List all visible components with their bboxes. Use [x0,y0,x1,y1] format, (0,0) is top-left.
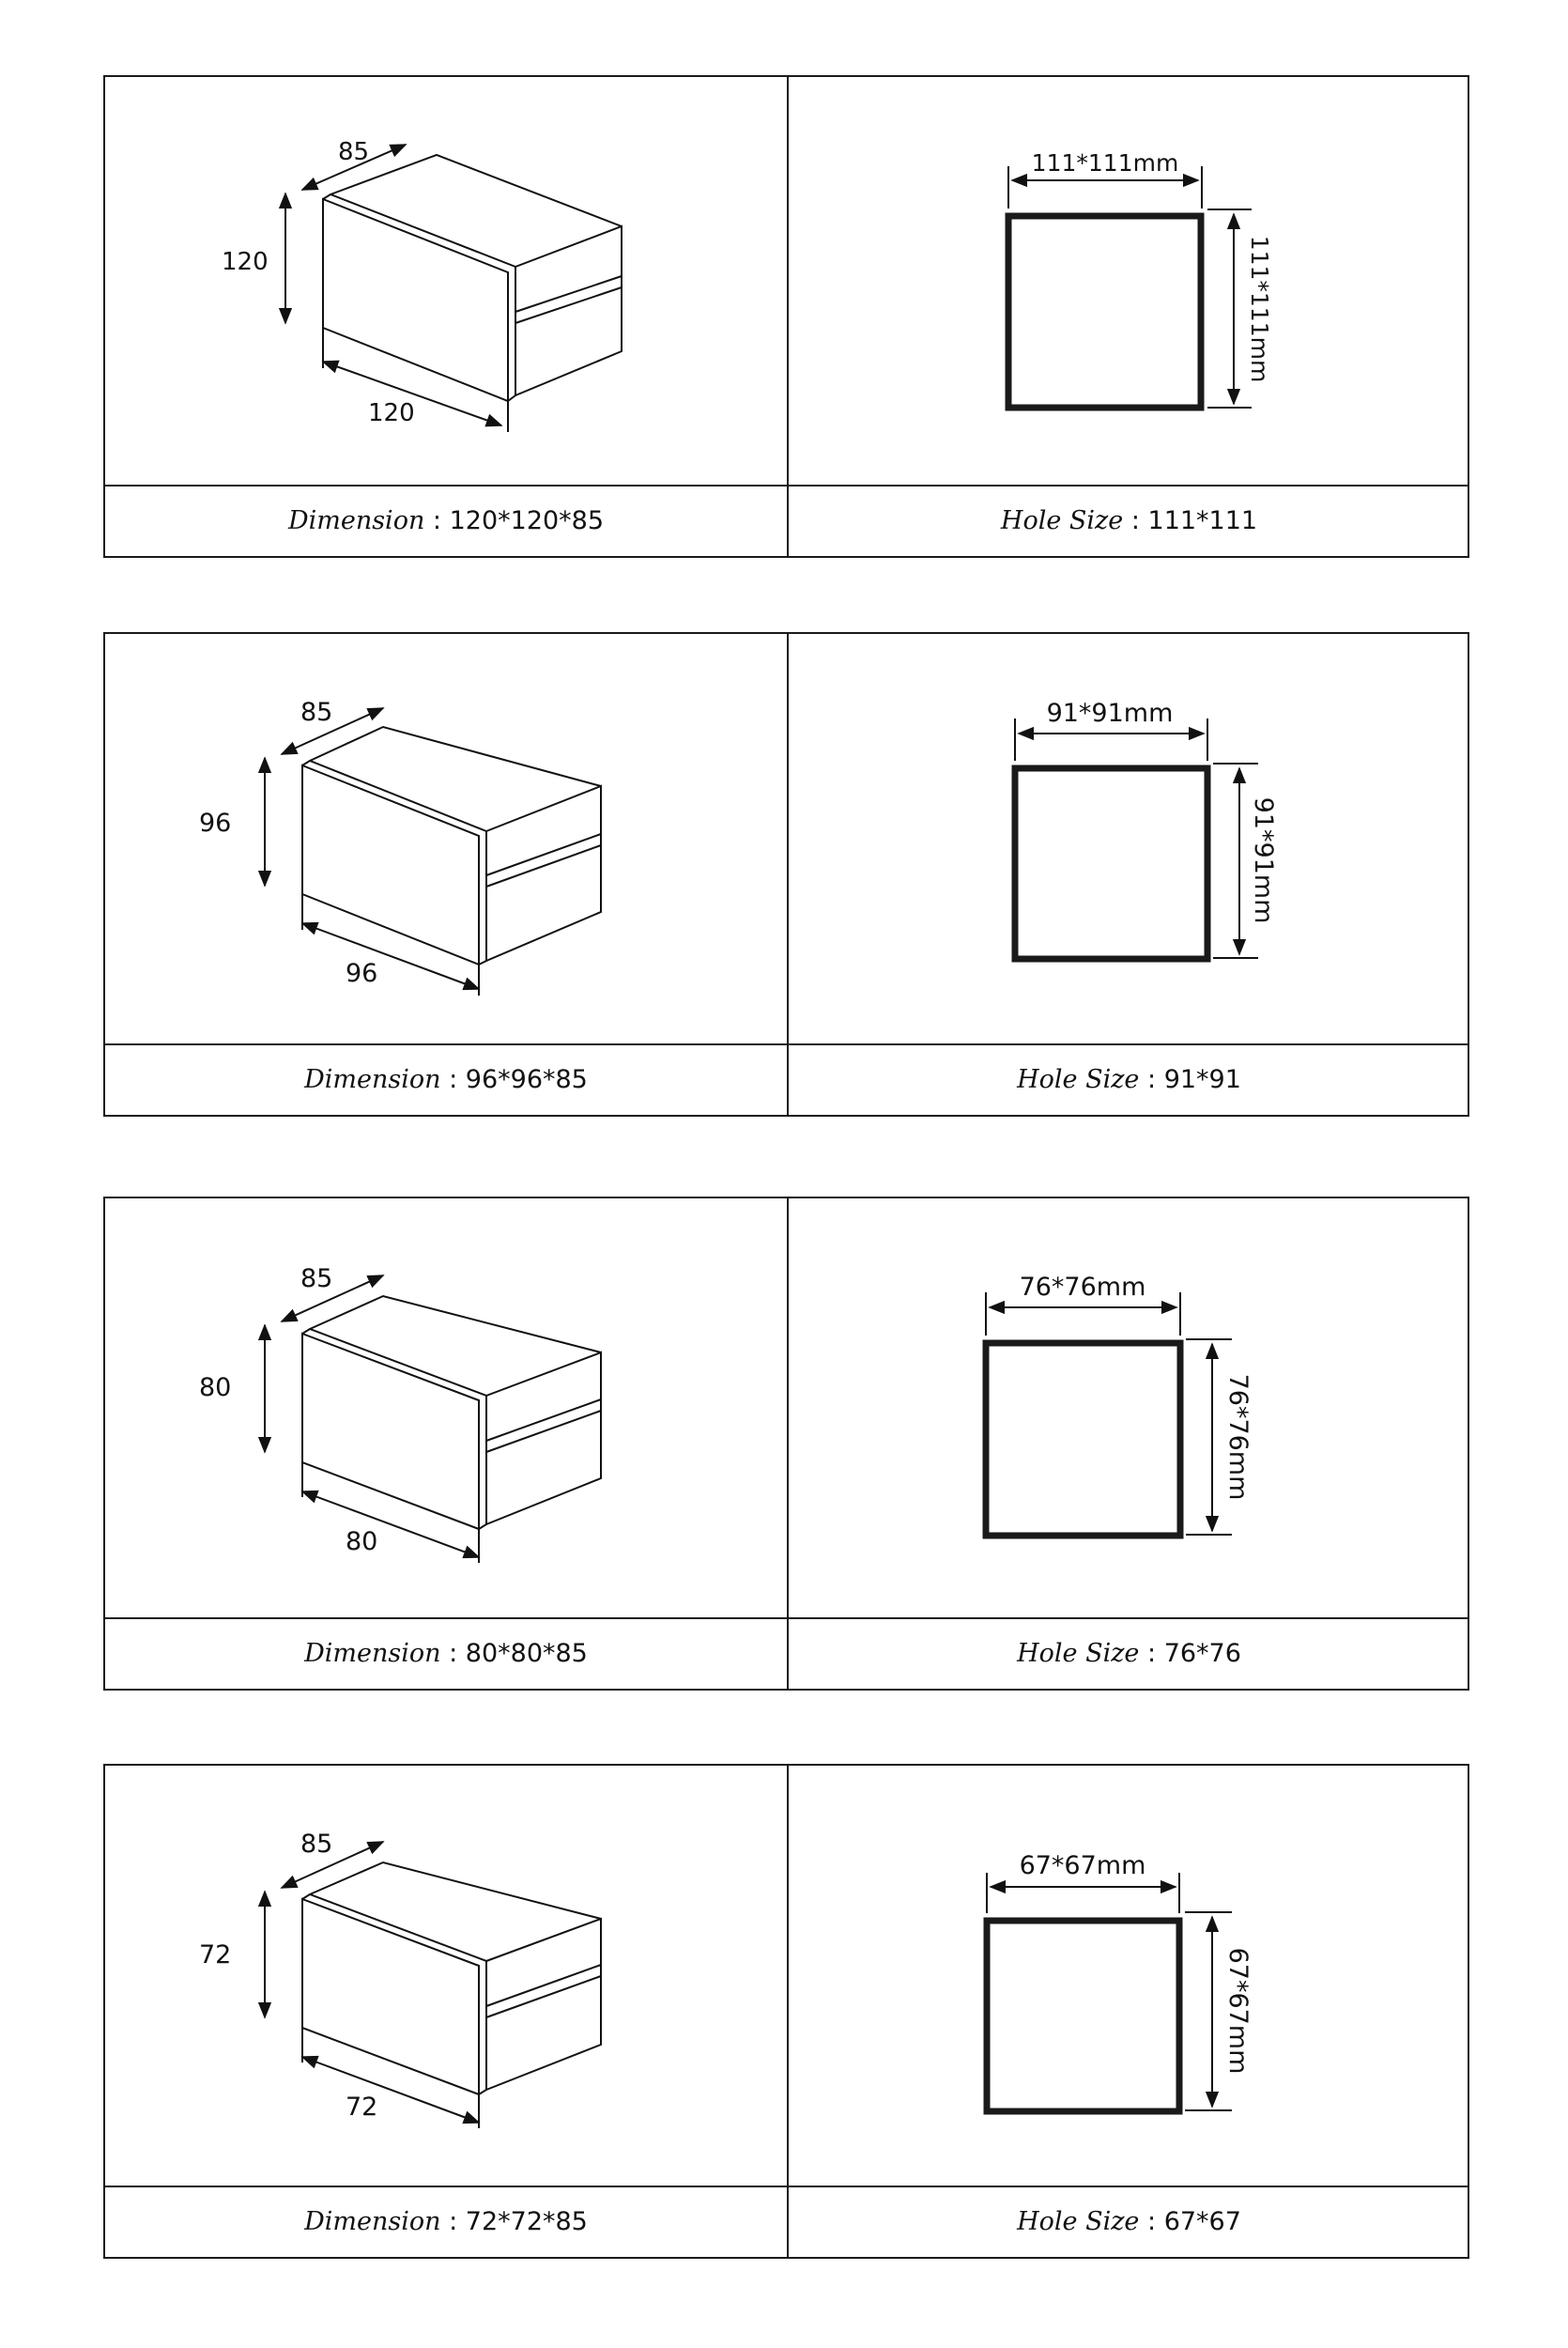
height-label: 80 [199,1373,232,1402]
dimension-key: Dimension [287,506,425,535]
width-label: 80 [346,1527,378,1556]
hole-size-key: Hole Size [1017,2207,1140,2236]
spec-panel-72 [103,1764,1469,2259]
hole-side-label: 91*91mm [1249,796,1278,924]
panel-cutout-drawing [789,634,1470,1047]
dimension-caption: Dimension : 120*120*85 [287,506,605,535]
hole-side-label: 67*67mm [1223,1947,1253,2075]
cutout-square [986,1343,1180,1536]
cutout-square [1008,216,1201,408]
hole-size-key: Hole Size [1000,506,1124,535]
depth-label: 85 [338,138,370,166]
hole-side-label: 111*111mm [1246,235,1273,383]
meter-isometric-drawing [105,634,787,1047]
hole-size-caption: Hole Size : 67*67 [1017,2207,1241,2236]
hole-size-key: Hole Size [1017,1639,1140,1668]
hole-size-value: 111*111 [1147,506,1258,535]
height-label: 120 [222,248,269,276]
dimension-value: 72*72*85 [465,2207,588,2236]
caption-row [105,485,1468,556]
spec-panel-80 [103,1197,1469,1691]
hole-top-label: 111*111mm [1031,149,1179,177]
hole-top-label: 76*76mm [1019,1273,1146,1302]
spec-panel-120 [103,75,1469,558]
hole-top-label: 67*67mm [1019,1851,1146,1880]
hole-side-label: 76*76mm [1223,1373,1253,1501]
hole-size-value: 91*91 [1163,1065,1241,1094]
width-label: 72 [346,2093,378,2122]
dimension-value: 80*80*85 [465,1639,588,1668]
dimension-key: Dimension [304,2207,441,2236]
meter-isometric-drawing [105,77,787,488]
hole-size-caption: Hole Size : 76*76 [1017,1639,1241,1668]
cutout-square [1015,768,1207,959]
dimension-value: 120*120*85 [449,506,605,535]
dimension-key: Dimension [304,1639,441,1668]
height-label: 96 [199,809,232,838]
dimension-caption: Dimension : 96*96*85 [304,1065,588,1094]
cutout-square [987,1921,1179,2111]
depth-label: 85 [300,1264,333,1293]
dimension-key: Dimension [304,1065,441,1094]
depth-label: 85 [300,1830,333,1859]
hole-size-key: Hole Size [1017,1065,1140,1094]
width-label: 96 [346,959,378,988]
spec-panel-96 [103,632,1469,1117]
caption-row [105,1043,1468,1115]
hole-size-value: 67*67 [1163,2207,1241,2236]
hole-top-label: 91*91mm [1046,699,1174,728]
hole-size-caption: Hole Size : 111*111 [1000,506,1258,535]
panel-cutout-drawing [789,1766,1470,2189]
panel-cutout-drawing [789,77,1470,488]
meter-isometric-drawing [105,1198,787,1621]
width-label: 120 [368,399,415,427]
dimension-caption: Dimension : 80*80*85 [304,1639,588,1668]
meter-isometric-drawing [105,1766,787,2189]
panel-cutout-drawing [789,1198,1470,1621]
hole-size-value: 76*76 [1163,1639,1241,1668]
caption-row [105,1617,1468,1689]
caption-row [105,2186,1468,2257]
depth-label: 85 [300,698,333,727]
height-label: 72 [199,1940,232,1970]
hole-size-caption: Hole Size : 91*91 [1017,1065,1241,1094]
dimension-value: 96*96*85 [465,1065,588,1094]
dimension-caption: Dimension : 72*72*85 [304,2207,588,2236]
